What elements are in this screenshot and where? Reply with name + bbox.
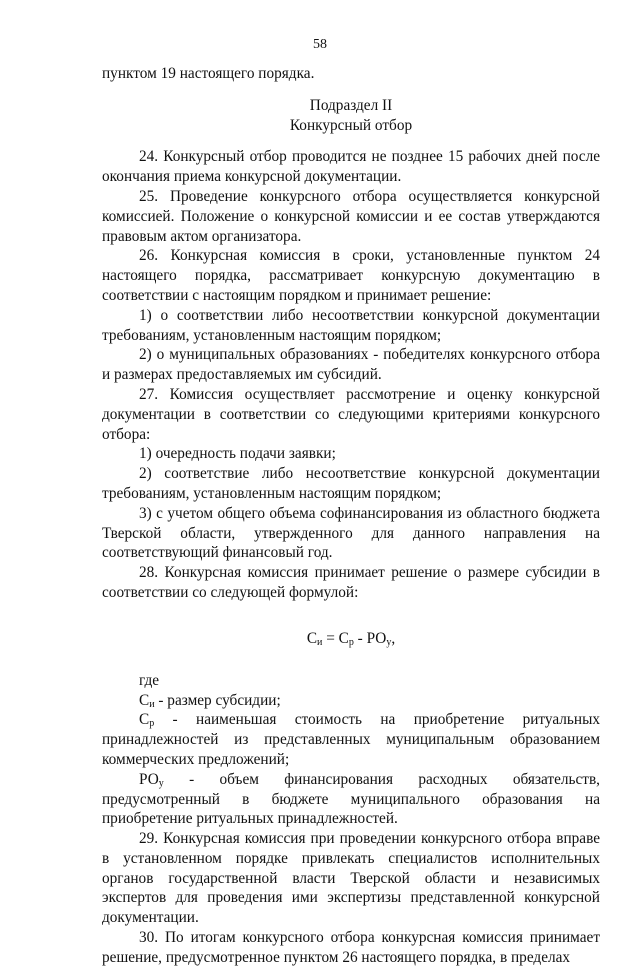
paragraph-25: 25. Проведение конкурсного отбора осуществляется конкурсной комиссией. Положение о конкурсной комиссии и ее состав утверждаются правовым актом организатора. (102, 187, 600, 245)
definition-cp: $С_р$ - наименьшая стоимость на приобретение ритуальных принадлежностей из представленных муниципальным образованием коммерческих предложений; (102, 711, 600, 768)
paragraph-27-item-1: 1) очередность подачи заявки; (139, 445, 336, 463)
paragraph-24: 24. Конкурсный отбор проводится не позднее 15 рабочих дней после окончания приема конкурсной документации. (102, 148, 600, 186)
definition-pou: $РО_у$ - объем финансирования расходных обязательств, предусмотренный в бюджете муниципального образования на приобретение ритуальных принадлежностей. (102, 770, 600, 828)
paragraph-29: 29. Конкурсная комиссия при проведении конкурсного отбора вправе в установленном порядке привлекать специалистов исполнительных органов государственной власти Тверской области и независимых экспертов для проведения ими экспертизы представленной конкурсной документации. (102, 830, 600, 927)
paragraph-27: 27. Комиссия осуществляет рассмотрение и оценку конкурсной документации в соответствии со следующими критериями конкурсного отбора: (102, 385, 600, 443)
paragraph-30: 30. По итогам конкурсного отбора конкурсная комиссия принимает решение, предусмотренное пунктом 26 настоящего порядка, в пределах (102, 929, 600, 966)
paragraph-28: 28. Конкурсная комиссия принимает решение о размере субсидии в соответствии со следующей формулой: (102, 564, 600, 601)
document-body (102, 64, 600, 968)
subsidy-formula: $С_и = С_р - РО_у$, (306, 629, 396, 648)
subsection-heading (102, 96, 600, 136)
paragraph-27-item-3: 3) с учетом общего объема софинансирования из областного бюджета Тверской области, утвержденного для данного направления на соответствующий финансовый год. (102, 504, 600, 562)
definition-ci: $С_и$ - размер субсидии; (139, 691, 281, 710)
paragraph-27-item-2: 2) соответствие либо несоответствие конкурсной документации требованиям, установленным настоящим порядком; (102, 465, 600, 502)
subsection-label: Подраздел II (309, 96, 393, 114)
paragraph-26-item-2: 2) о муниципальных образованиях - победителях конкурсного отбора и размерах предоставляемых им субсидий. (102, 346, 600, 384)
where-label: где (139, 671, 160, 689)
subsection-title: Конкурсный отбор (289, 116, 413, 134)
paragraph-26-item-1: 1) о соответствии либо несоответствии конкурсной документации требованиям, установленным настоящим порядком; (102, 306, 600, 344)
continuation-text: пунктом 19 настоящего порядка. (102, 65, 315, 82)
paragraph-26: 26. Конкурсная комиссия в сроки, установленные пунктом 24 настоящего порядка, рассматривает конкурсную документацию в соответствии с настоящим порядком и принимает решение: (102, 247, 600, 304)
page-number: 58 (313, 37, 327, 52)
